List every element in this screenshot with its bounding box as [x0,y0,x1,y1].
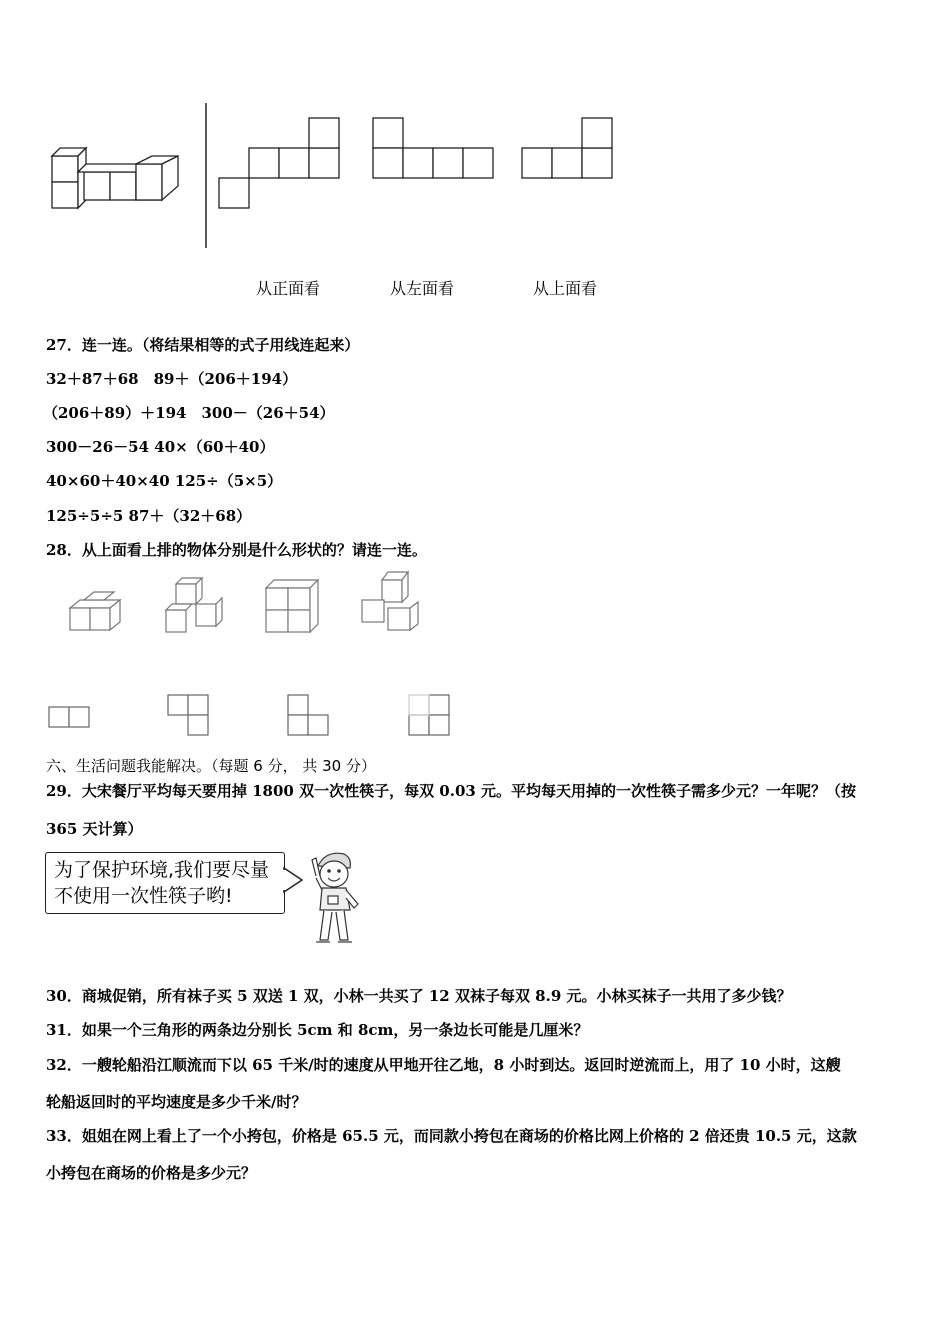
speech-bubble [45,852,285,914]
label-front-view: 从正面看 [256,279,321,298]
q31-text: 31．如果一个三角形的两条边分别长 5cm 和 8cm，另一条边长可能是几厘米？ [46,1021,589,1039]
q29-line-1: 29．大宋餐厅平均每天要用掉 1800 双一次性筷子，每双 0.03 元。平均每天用掉的一次性筷子需多少元？一年呢？（按 [46,782,857,800]
q27-title: 27．连一连。（将结果相等的式子用线连起来） [46,336,360,354]
top-shape-3 [287,694,332,739]
section-6-title: 六、生活问题我能解决。（每题 6 分， 共 30 分） [46,757,376,775]
q27-row: 40×60＋40×40 125÷（5×5） [46,472,283,490]
q33-line-2: 小挎包在商场的价格是多少元？ [46,1164,257,1182]
top-shape-4 [408,694,453,739]
q29-line-2: 365 天计算） [46,820,143,838]
q27-row: 125÷5÷5 87＋（32＋68） [46,507,252,525]
bubble-text-line-1: 为了保护环境,我们要尽量 [54,859,270,881]
q28-title: 28．从上面看上排的物体分别是什么形状的？请连一连。 [46,541,427,559]
left-view-grid [372,117,497,182]
boy-illustration [304,848,364,948]
speech-bubble-tail [284,866,304,896]
top-view-grid [521,117,616,182]
divider-line [204,103,208,248]
q32-line-1: 32．一艘轮船沿江顺流而下以 65 千米/时的速度从甲地开往乙地，8 小时到达。返回时逆流而上，用了 10 小时，这艘 [46,1056,841,1074]
top-shape-2 [167,694,212,739]
solid-figure-4 [358,570,428,635]
cube-assembly-figure [48,142,188,222]
q32-line-2: 轮船返回时的平均速度是多少千米/时？ [46,1093,307,1111]
q27-row: 32＋87＋68 89＋（206＋194） [46,370,298,388]
bubble-text-line-2: 不使用一次性筷子哟! [54,885,233,907]
solid-figure-2 [162,576,227,641]
label-top-view: 从上面看 [533,279,598,298]
q30-text: 30．商城促销，所有袜子买 5 双送 1 双，小林一共买了 12 双袜子每双 8.9 元。小林买袜子一共用了多少钱？ [46,987,792,1005]
solid-figure-1 [66,588,126,638]
q27-row: （206＋89）＋194 300－（26＋54） [43,404,335,422]
q27-row: 300－26－54 40×（60＋40） [46,438,275,456]
label-left-view: 从左面看 [390,279,455,298]
solid-figure-3 [262,576,327,641]
top-shape-1 [48,706,93,731]
front-view-grid [218,117,343,212]
q33-line-1: 33．姐姐在网上看上了一个小挎包，价格是 65.5 元，而同款小挎包在商场的价格比网上价格的 2 倍还贵 10.5 元，这款 [46,1127,857,1145]
